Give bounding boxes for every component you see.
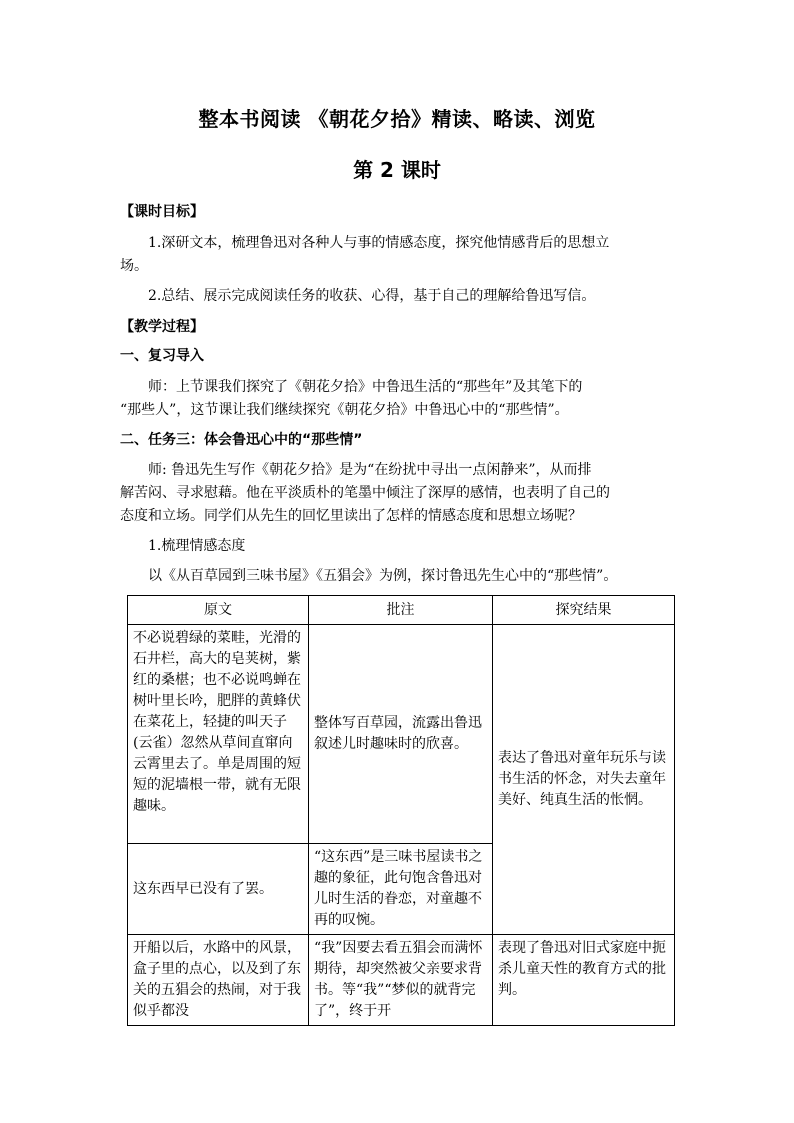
paragraph-2-line-3: 态度和立场。同学们从先生的回忆里读出了怎样的情感态度和思想立场呢？ xyxy=(120,508,582,524)
lesson-subtitle: 第 2 课时 xyxy=(353,158,441,182)
section-1-heading: 一、复习导入 xyxy=(120,348,204,364)
paragraph-1-line-1: 师：上节课我们探究了《朝花夕拾》中鲁迅生活的“那些年”及其笔下的 xyxy=(148,379,583,395)
cell-annotation: “这东西”是三味书屋读书之趣的象征，此句饱含鲁迅对儿时生活的眷恋，对童趣不再的叹惋。 xyxy=(309,844,493,935)
paragraph-2-line-1: 师: 鲁迅先生写作《朝花夕拾》是为“在纷扰中寻出一点闲静来”，从而排 xyxy=(148,462,592,478)
cell-result: 表现了鲁迅对旧式家庭中扼杀儿童天性的教育方式的批判。 xyxy=(493,935,675,1026)
cell-result: 表达了鲁迅对童年玩乐与读书生活的怀念，对失去童年美好、纯真生活的怅惘。 xyxy=(493,625,675,935)
page-title: 整本书阅读 《朝花夕拾》精读、略读、浏览 xyxy=(198,107,596,131)
table-header-row xyxy=(128,596,675,625)
paragraph-1-line-2: “那些人”，这节课让我们继续探究《朝花夕拾》中鲁迅心中的“那些情”。 xyxy=(120,402,569,418)
cell-original: 开船以后，水路中的风景，盒子里的点心，以及到了东关的五猖会的热闹，对于我似乎都没 xyxy=(128,935,309,1026)
goal-1: 1.深研文本，梳理鲁迅对各种人与事的情感态度，探究他情感背后的思想立 xyxy=(148,235,610,251)
process-heading: 【教学过程】 xyxy=(120,319,204,335)
header-result: 探究结果 xyxy=(493,596,675,625)
goals-heading: 【课时目标】 xyxy=(120,204,204,220)
cell-original: 不必说碧绿的菜畦，光滑的石井栏，高大的皂荚树，紫红的桑椹；也不必说鸣蝉在树叶里长吟，肥胖的黄蜂伏在菜花上，轻捷的叫天子(云雀）忽然从草间直窜向云霄里去了。单是周围的短短的泥墙根一带，就有无限趣味。 xyxy=(128,625,309,844)
header-annotation: 批注 xyxy=(309,596,493,625)
goal-2: 2.总结、展示完成阅读任务的收获、心得，基于自己的理解给鲁迅写信。 xyxy=(148,288,596,304)
paragraph-3: 以《从百草园到三味书屋》《五猖会》为例，探讨鲁迅先生心中的“那些情”。 xyxy=(148,568,618,584)
cell-original: 这东西早已没有了罢。 xyxy=(128,844,309,935)
goal-1-cont: 场。 xyxy=(120,258,148,274)
analysis-table xyxy=(127,595,675,1026)
table-row xyxy=(128,935,675,1026)
section-2-heading: 二、任务三：体会鲁迅心中的“那些情” xyxy=(120,432,363,448)
paragraph-2-line-2: 解苦闷、寻求慰藉。他在平淡质朴的笔墨中倾注了深厚的感情，也表明了自己的 xyxy=(120,485,610,501)
cell-annotation: 整体写百草园，流露出鲁迅叙述儿时趣味时的欣喜。 xyxy=(309,625,493,844)
table-row xyxy=(128,625,675,844)
subheading-1: 1.梳理情感态度 xyxy=(148,538,246,554)
header-original-text: 原文 xyxy=(128,596,309,625)
cell-annotation: “我”因要去看五猖会而满怀期待，却突然被父亲要求背书。等“我”“梦似的就背完了”，终于开 xyxy=(309,935,493,1026)
